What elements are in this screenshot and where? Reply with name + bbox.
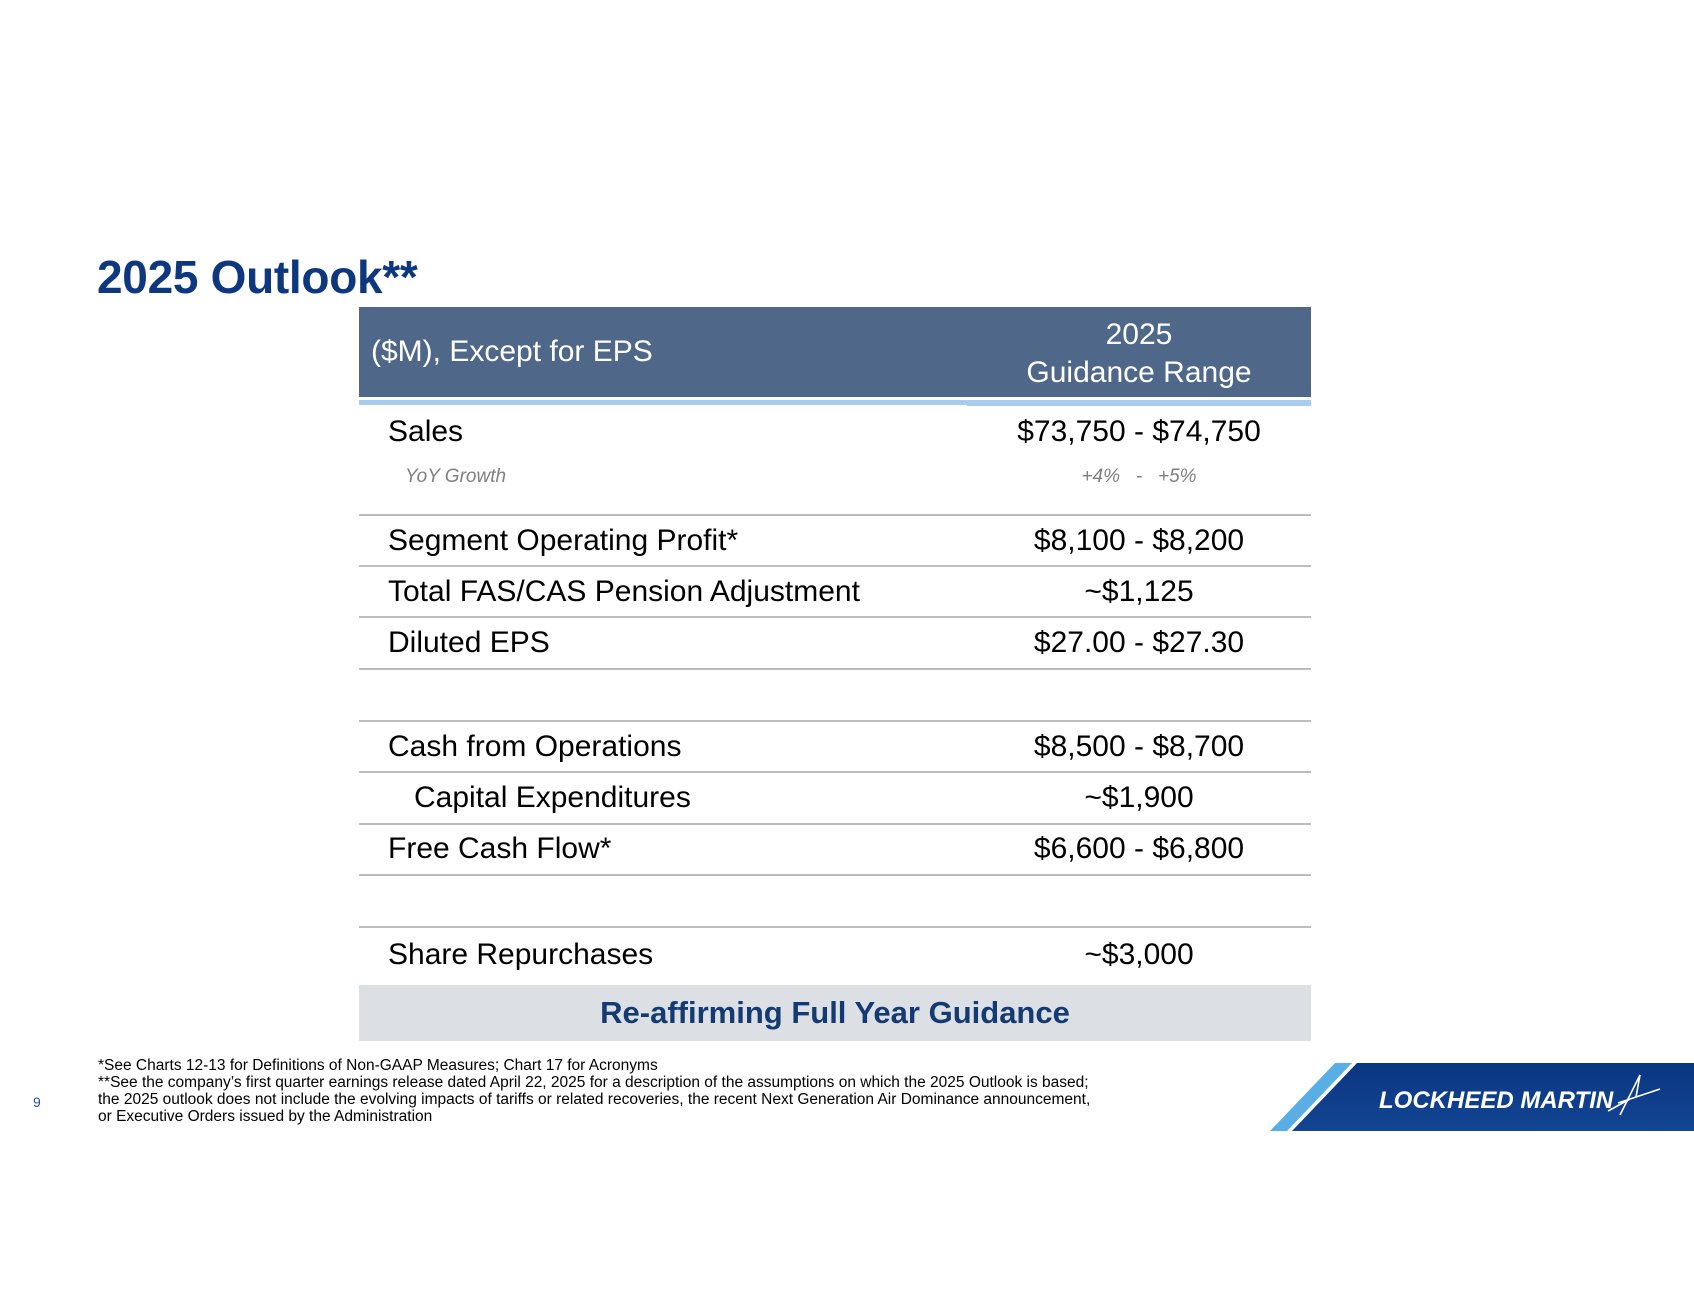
row-label: Share Repurchases (388, 938, 654, 971)
svg-text:LOCKHEED MARTIN: LOCKHEED MARTIN (1379, 1087, 1614, 1114)
header-range-label: Guidance Range (1026, 356, 1252, 389)
lockheed-martin-logo (1268, 1063, 1694, 1131)
header-guidance-range (967, 316, 1311, 392)
table-row (359, 618, 1311, 670)
table-row-spacer (359, 670, 1311, 722)
row-label: Total FAS/CAS Pension Adjustment (388, 575, 860, 608)
outlook-table (359, 307, 1311, 1041)
table-row (359, 516, 1311, 567)
row-sub-label: YoY Growth (405, 466, 507, 487)
footnotes (98, 1057, 1090, 1125)
footnote: *See Charts 12-13 for Definitions of Non-GAAP Measures; Chart 17 for Acronyms (98, 1057, 658, 1074)
page-number: 9 (33, 1094, 41, 1110)
logo-band-icon (1268, 1063, 1694, 1131)
footnote: the 2025 outlook does not include the evolving impacts of tariffs or related recoveries, the recent Next Generation Air Dominance announcement, (98, 1091, 1091, 1108)
row-value: $8,100 - $8,200 (1033, 524, 1245, 557)
table-header (359, 307, 1311, 397)
row-value: ~$3,000 (1084, 938, 1194, 971)
row-label: Segment Operating Profit* (388, 524, 739, 557)
row-value: $27.00 - $27.30 (1033, 626, 1245, 659)
row-value: ~$1,900 (1084, 781, 1194, 814)
row-label: Free Cash Flow* (388, 832, 612, 865)
row-value: $8,500 - $8,700 (1033, 730, 1245, 763)
table-row (359, 722, 1311, 773)
table-row-spacer (359, 876, 1311, 928)
header-units-label: ($M), Except for EPS (371, 335, 653, 368)
row-value: ~$1,125 (1084, 575, 1194, 608)
header-year: 2025 (1105, 318, 1173, 351)
row-label: Cash from Operations (388, 730, 682, 763)
row-value: $73,750 - $74,750 (1017, 415, 1261, 448)
row-label: Diluted EPS (388, 626, 550, 659)
row-label: Capital Expenditures (414, 781, 691, 814)
row-value: $6,600 - $6,800 (1033, 832, 1245, 865)
footnote: **See the company’s first quarter earnings release dated April 22, 2025 for a description of the assumptions on which the 2025 Outlook is based; (98, 1074, 1089, 1091)
table-row-sales (359, 405, 1311, 516)
table-row (359, 567, 1311, 618)
table-row (359, 773, 1311, 825)
table-row (359, 825, 1311, 876)
footnote: or Executive Orders issued by the Administration (98, 1108, 433, 1125)
page-title: 2025 Outlook** (97, 251, 418, 303)
table-row (359, 928, 1311, 985)
row-sub-value: +4% - +5% (1081, 466, 1197, 487)
reaffirm-banner: Re-affirming Full Year Guidance (359, 985, 1311, 1041)
row-label: Sales (388, 415, 464, 448)
